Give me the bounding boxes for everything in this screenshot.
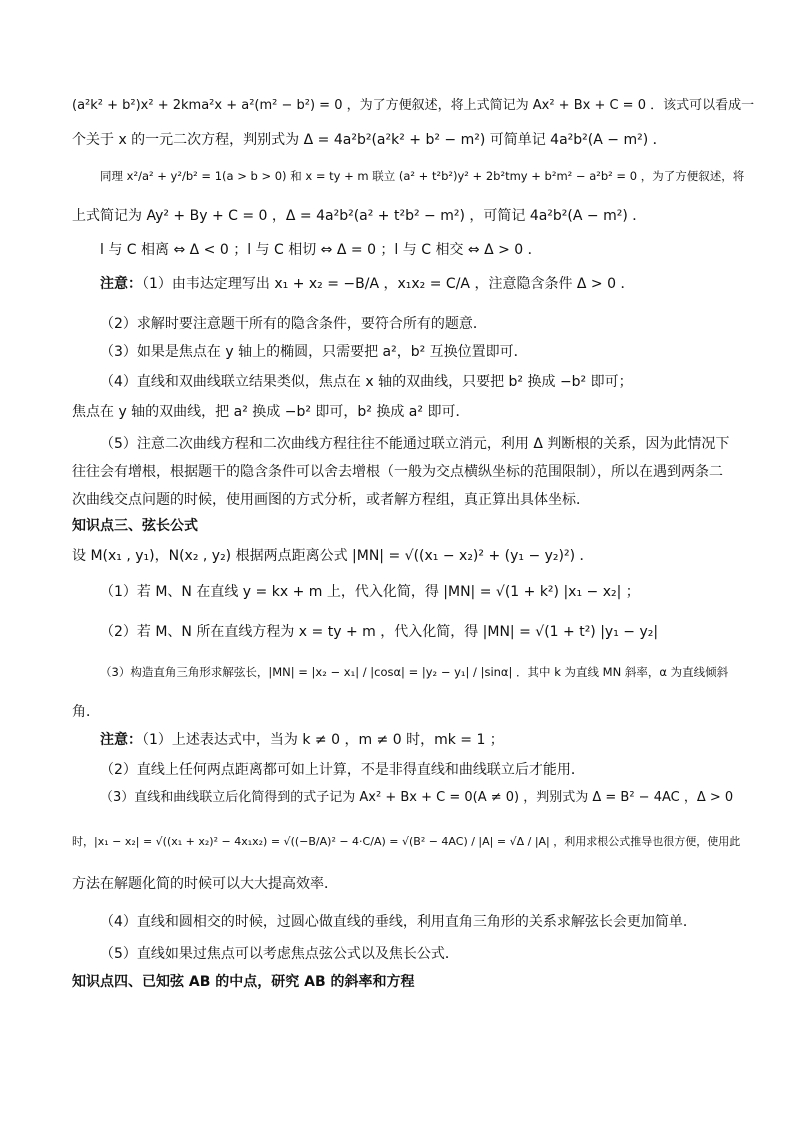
note-label: 注意： — [100, 276, 142, 292]
text-line-18: 角． — [72, 704, 100, 720]
section-heading-4: 知识点四、已知弦 AB 的中点，研究 AB 的斜率和方程 — [72, 974, 415, 990]
text-line-20: （2）直线上任何两点距离都可如上计算，不是非得直线和曲线联立后才能用． — [100, 762, 585, 778]
text-line-9: （4）直线和双曲线联立结果类似，焦点在 x 轴的双曲线，只要把 b² 换成 −b² 即可； — [100, 374, 633, 390]
text-line-7: （2）求解时要注意题干所有的隐含条件，要符合所有的题意． — [100, 316, 487, 332]
text-line-11: （5）注意二次曲线方程和二次曲线方程往往不能通过联立消元，利用 Δ 判断根的关系，因为此情况下 — [100, 436, 730, 452]
note-text-2: （1）上述表达式中，当为 k ≠ 0 ，m ≠ 0 时，mk = 1 ； — [142, 732, 504, 748]
text-line-17: （3）构造直角三角形求解弦长，|MN| = |x₂ − x₁| / |cosα| = |y₂ − y₁| / |sinα| ．其中 k 为直线 MN 斜率，α 为直线倾斜 — [100, 665, 729, 679]
note-text: （1）由韦达定理写出 x₁ + x₂ = −B/A ，x₁x₂ = C/A ，注意隐含条件 Δ > 0 ． — [142, 276, 635, 292]
note-line-2 — [100, 730, 724, 750]
text-line-12: 往往会有增根，根据题干的隐含条件可以舍去增根（一般为交点横纵坐标的范围限制），所以在遇到两条二 — [72, 464, 723, 480]
note-label-2: 注意： — [100, 732, 142, 748]
text-line-10: 焦点在 y 轴的双曲线，把 a² 换成 −b² 即可，b² 换成 a² 即可． — [72, 404, 470, 420]
text-line-13: 次曲线交点问题的时候，使用画图的方式分析，或者解方程组，真正算出具体坐标． — [72, 492, 590, 508]
text-line-16: （2）若 M、N 所在直线方程为 x = ty + m ，代入化简，得 |MN| = √(1 + t²) |y₁ − y₂| — [100, 624, 659, 640]
text-line-23: 方法在解题化简的时候可以大大提高效率． — [72, 876, 338, 892]
section-heading-3: 知识点三、弦长公式 — [72, 518, 198, 534]
text-line-5: l 与 C 相离 ⇔ Δ < 0 ；l 与 C 相切 ⇔ Δ = 0 ；l 与 C 相交 ⇔ Δ > 0 ． — [100, 242, 542, 258]
text-line-22: 时，|x₁ − x₂| = √((x₁ + x₂)² − 4x₁x₂) = √((−B/A)² − 4·C/A) = √(B² − 4AC) / |A| = √Δ / |A| ，利用求根公式推导也很方便，使用此 — [72, 835, 741, 848]
text-line-2: 个关于 x 的一元二次方程，判别式为 Δ = 4a²b²(a²k² + b² − m²) 可简单记 4a²b²(A − m²) ． — [72, 132, 667, 148]
text-line-14: 设 M(x₁ , y₁)，N(x₂ , y₂) 根据两点距离公式 |MN| = √((x₁ − x₂)² + (y₁ − y₂)²) ． — [72, 548, 594, 564]
text-line-8: （3）如果是焦点在 y 轴上的椭圆，只需要把 a²，b² 互换位置即可． — [100, 344, 528, 360]
text-line-15: （1）若 M、N 在直线 y = kx + m 上，代入化简，得 |MN| = √(1 + k²) |x₁ − x₂| ； — [100, 584, 640, 600]
text-line-4: 上式简记为 Ay² + By + C = 0 ，Δ = 4a²b²(a² + t²b² − m²) ，可简记 4a²b²(A − m²) ． — [72, 208, 647, 224]
text-line-1: (a²k² + b²)x² + 2kma²x + a²(m² − b²) = 0 ，为了方便叙述，将上式简记为 Ax² + Bx + C = 0 ．该式可以看成一 — [72, 98, 755, 113]
text-line-25: （5）直线如果过焦点可以考虑焦点弦公式以及焦长公式． — [100, 946, 459, 962]
text-line-21: （3）直线和曲线联立后化简得到的式子记为 Ax² + Bx + C = 0(A ≠ 0) ，判别式为 Δ = B² − 4AC ，Δ > 0 — [100, 790, 734, 805]
text-line-3: 同理 x²/a² + y²/b² = 1(a > b > 0) 和 x = ty + m 联立 (a² + t²b²)y² + 2b²tmy + b²m² − a²b² = 0 ，为了方便叙述，将 — [100, 169, 745, 183]
note-line-1 — [100, 274, 724, 294]
text-line-24: （4）直线和圆相交的时候，过圆心做直线的垂线，利用直角三角形的关系求解弦长会更加简单． — [100, 914, 697, 930]
